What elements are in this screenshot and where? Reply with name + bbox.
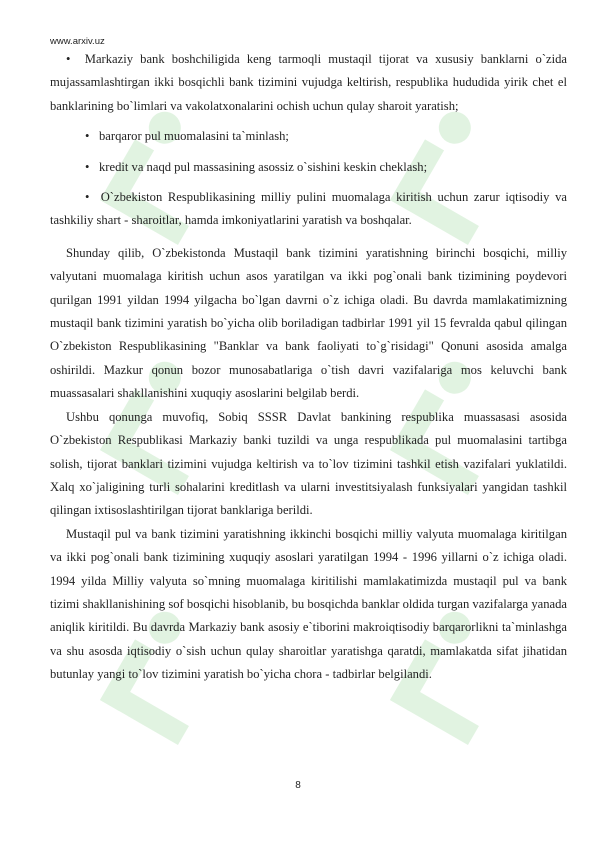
bullet-item xyxy=(50,186,567,233)
bullet-text: barqaror pul muomalasini ta`minlash; xyxy=(99,129,289,144)
paragraph: Mustaqil pul va bank tizimini yaratishning ikkinchi bosqichi milliy valyuta muomalaga kiritilgan va ikki pog`onali bank tizimining xuquqiy asoslari yaratilgan 1994 - 1996 yillarni o`z ichiga oladi. 1994 yilda Milliy valyuta so`mning muomalaga kiritilishi mamlakatimizda mustaqil pul va bank tizimi shakllanishining sof bosqichi hisoblanib, bu bosqichda banklar oldida turgan vazifalarga yanada aniqlik kiritildi. Bu davrda Markaziy bank asosiy e`tiborini makroiqtisodiy barqarorlikni ta`minlashga va shu asosda iqtisodiy o`sish uchun qulay sharoitlar yaratishga qaratdi, mamlakatda sifat jihatidan butunlay yangi to`lov tizimini yaratish bo`yicha chora - tadbirlar belgilandi. xyxy=(50,526,567,682)
bullet-item xyxy=(50,156,567,179)
paragraph: Shunday qilib, O`zbekistonda Mustaqil bank tizimini yaratishning birinchi bosqichi, milliy valyutani muomalaga kiritish uchun asos yaratilgan va ikki pog`onali bank tizimining poydevori qurilgan 1991 yildan 1994 yilgacha bo`lgan davrni o`z ichiga oladi. Bu davrda mamlakatimizning mustaqil bank tizimini yaratish bo`yicha olib boriladigan tadbirlar 1991 yil 15 fevralda qabul qilingan O`zbekiston Respublikasining "Banklar va bank faoliyati to`g`risidagi" Qonuni asosida amalga oshirildi. Mazkur qonun bozor munosabatlariga o`tish davri vazifalariga mos keluvchi bank muassasalari shakllanishini xuquqiy asoslarini belgilab berdi. xyxy=(50,245,567,401)
bullet-icon: • xyxy=(85,190,101,205)
document-body xyxy=(50,48,567,687)
bullet-item xyxy=(50,125,567,148)
bullet-icon: • xyxy=(85,129,90,144)
paragraph: Ushbu qonunga muvofiq, Sobiq SSSR Davlat bankining respublika muassasasi asosida O`zbekiston Respublikasi Markaziy banki tuzildi va unga respublikada pul muomalasini tartibga solish, tijorat banklari tizimini vujudga keltirish va to`lov tizimini tashkil etish vazifalari yuklatildi. Xalq xo`jaligining turli sohalarini kreditlash va ularni investitsiyalash funksiyalari yangidan tashkil qilingan ixtisoslashtirilgan tijorat banklariga berildi. xyxy=(50,409,567,518)
bullet-text: O`zbekiston Respublikasining milliy pulini muomalaga kiritish uchun zarur iqtisodiy va tashkiliy shart - sharoitlar, hamda imkoniyatlarini yaratish va boshqalar. xyxy=(50,190,567,228)
site-header: www.arxiv.uz xyxy=(50,36,105,47)
bullet-text: kredit va naqd pul massasining asossiz o`sishini keskin cheklash; xyxy=(99,159,428,174)
bullet-icon: • xyxy=(85,159,90,174)
bullet-icon: • xyxy=(66,52,85,66)
bullet-text: Markaziy bank boshchiligida keng tarmoqli mustaqil tijorat va xususiy banklarni o`zida mujassamlashtirgan ikki bosqichli bank tizimini vujudga keltirish, respublika hududida yirik chet el banklarining bo`limlari va vakolatxonalarini ochish uchun qulay sharoit yaratish; xyxy=(50,52,567,113)
page-number: 8 xyxy=(295,780,301,791)
bullet-item xyxy=(50,48,567,118)
